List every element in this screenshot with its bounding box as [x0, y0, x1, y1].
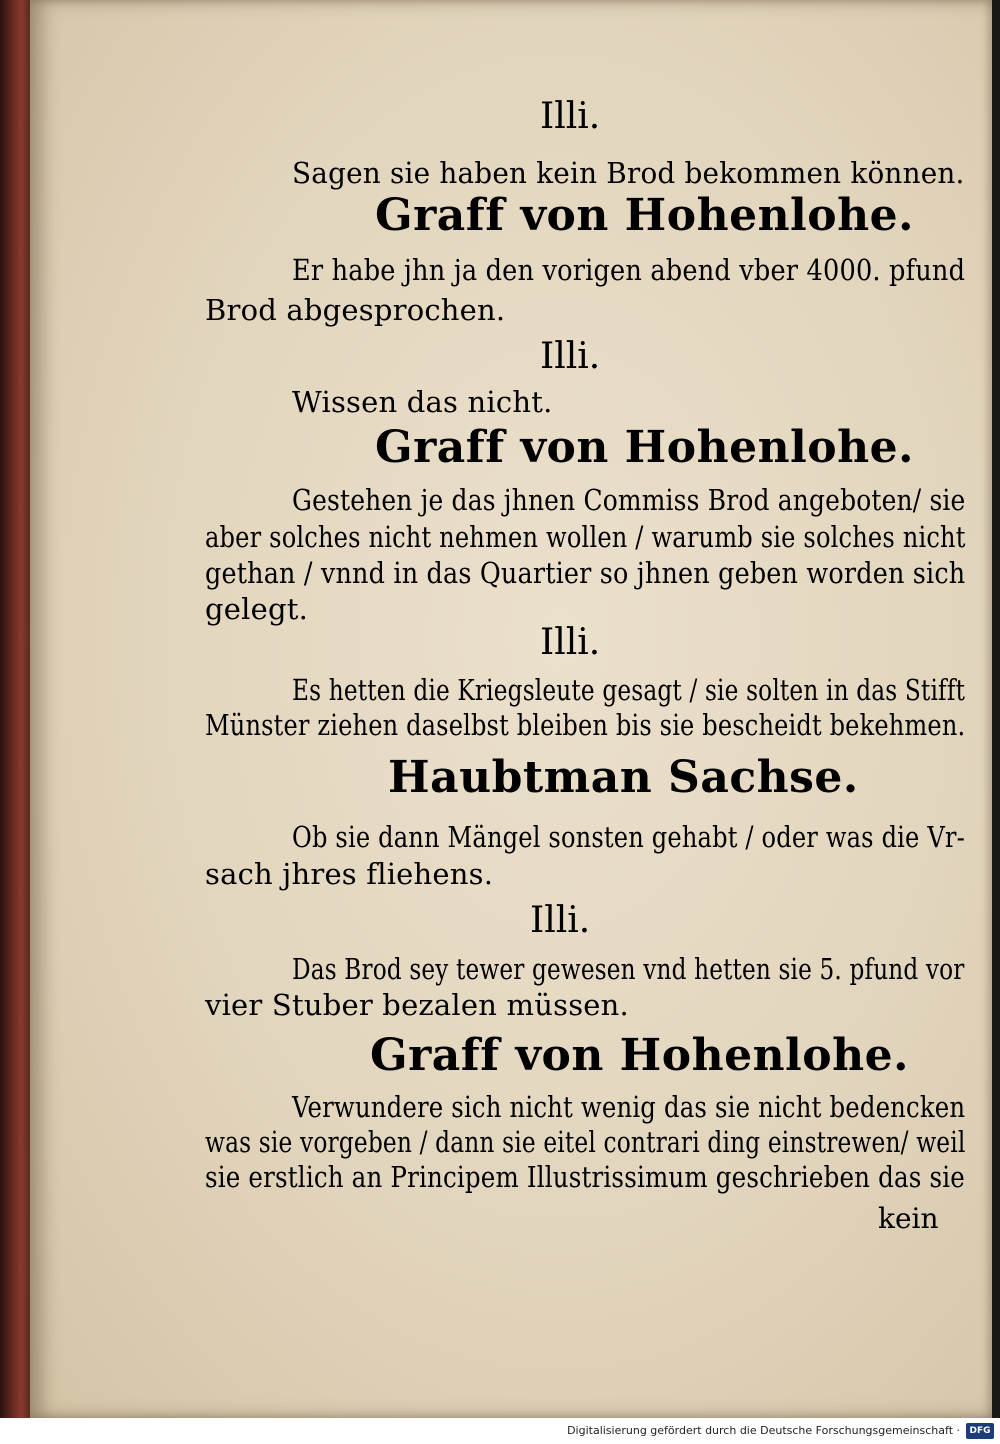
- text-line: gelegt.: [205, 592, 308, 626]
- speaker-illi: Illi.: [530, 900, 591, 941]
- text-line: vier Stuber bezalen müssen.: [205, 988, 629, 1022]
- text-line: gethan / vnnd in das Quartier so jhnen geben worden sich: [205, 556, 966, 590]
- book-page: [30, 0, 992, 1418]
- speaker-heading: Graff von Hohenlohe.: [375, 422, 914, 473]
- speaker-heading: Graff von Hohenlohe.: [375, 190, 914, 241]
- text-line: Ob sie dann Mängel sonsten gehabt / oder was die Vr-: [292, 820, 965, 854]
- speaker-heading: Graff von Hohenlohe.: [370, 1030, 909, 1081]
- text-line: Verwundere sich nicht wenig das sie nicht bedencken: [292, 1090, 966, 1124]
- text-line: Er habe jhn ja den vorigen abend vber 4000. pfund: [292, 253, 966, 287]
- speaker-illi: Illi.: [540, 336, 601, 377]
- speaker-illi: Illi.: [540, 622, 601, 663]
- dfg-logo-icon: DFG: [966, 1423, 994, 1439]
- text-line: was sie vorgeben / dann sie eitel contrari ding einstrewen/ weil: [205, 1125, 966, 1159]
- text-line: Wissen das nicht.: [292, 385, 553, 419]
- text-line: Das Brod sey tewer gewesen vnd hetten sie 5. pfund vor: [292, 952, 965, 986]
- book-spine: [0, 0, 30, 1418]
- speaker-heading: Haubtman Sachse.: [388, 752, 859, 803]
- catchword: kein: [878, 1202, 939, 1235]
- digitization-footer: [0, 1418, 1000, 1444]
- text-line: Münster ziehen daselbst bleiben bis sie bescheidt bekehmen.: [205, 708, 966, 742]
- speaker-illi: Illi.: [540, 96, 601, 137]
- text-line: sie erstlich an Principem Illustrissimum geschrieben das sie: [205, 1160, 965, 1194]
- text-line: Es hetten die Kriegsleute gesagt / sie solten in das Stifft: [292, 673, 966, 707]
- text-line: Brod abgesprochen.: [205, 293, 506, 327]
- text-line: Gestehen je das jhnen Commiss Brod angeboten/ sie: [292, 483, 966, 517]
- text-line: aber solches nicht nehmen wollen / warumb sie solches nicht: [205, 520, 966, 554]
- footer-credit: Digitalisierung gefördert durch die Deutsche Forschungsgemeinschaft ·: [567, 1424, 960, 1437]
- text-line: sach jhres fliehens.: [205, 857, 494, 891]
- text-line: Sagen sie haben kein Brod bekommen können.: [292, 156, 965, 190]
